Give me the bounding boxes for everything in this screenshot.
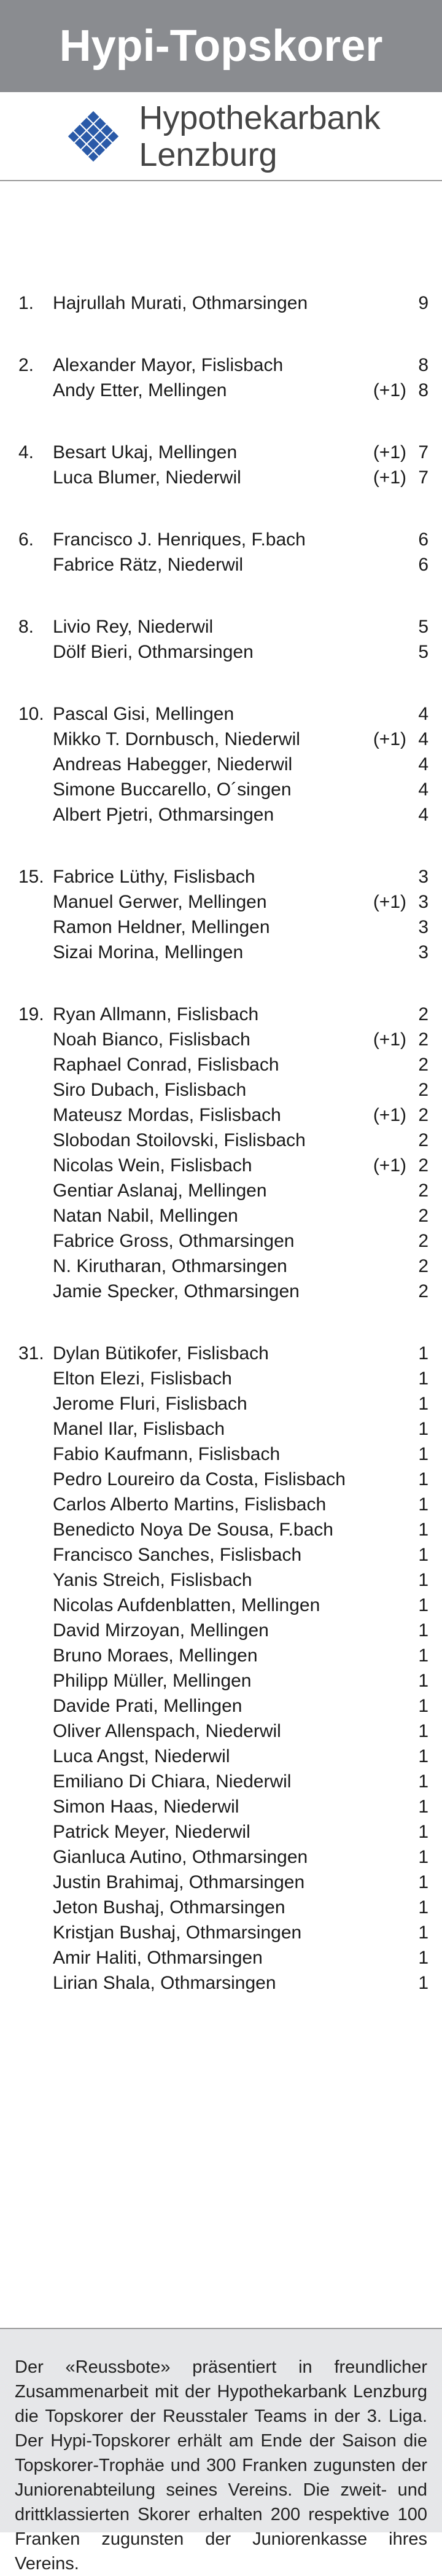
- scorer-row: [18, 1467, 428, 1492]
- goal-count: 3: [418, 917, 428, 937]
- scorer-row: [18, 1254, 428, 1279]
- goal-count: 1: [418, 1922, 428, 1943]
- player-name: Simon Haas, Niederwil: [53, 1797, 239, 1817]
- scorer-row: [18, 1052, 428, 1077]
- player-name: Bruno Moraes, Mellingen: [53, 1645, 258, 1666]
- rank-group: [18, 291, 428, 316]
- player-name: Justin Brahimaj, Othmarsingen: [53, 1872, 305, 1892]
- scorer-row: [18, 802, 428, 827]
- title-bar: [0, 0, 442, 92]
- goal-count: 4: [418, 805, 428, 825]
- goal-count: 2: [418, 1155, 428, 1176]
- goal-count: 1: [418, 1822, 428, 1842]
- player-name: Emiliano Di Chiara, Niederwil: [53, 1771, 292, 1792]
- scorer-row: [18, 1643, 428, 1668]
- player-name: Siro Dubach, Fislisbach: [53, 1080, 247, 1100]
- player-name: Fabrice Gross, Othmarsingen: [53, 1231, 295, 1251]
- scorer-list: [0, 291, 442, 1996]
- scorer-row: [18, 940, 428, 965]
- goal-count: 2: [418, 1029, 428, 1050]
- goal-count: 2: [418, 1055, 428, 1075]
- player-name: Manel Ilar, Fislisbach: [53, 1419, 225, 1439]
- goal-count: 2: [418, 1105, 428, 1125]
- scorer-row: [18, 1870, 428, 1895]
- player-name: Andreas Habegger, Niederwil: [53, 754, 293, 775]
- rank-number: 10.: [18, 704, 44, 724]
- brand-line-1: Hypothekarbank: [139, 99, 381, 136]
- goal-increment: (+1): [373, 380, 406, 400]
- scorer-row: [18, 1027, 428, 1052]
- player-name: Mateusz Mordas, Fislisbach: [53, 1105, 281, 1125]
- goal-count: 1: [418, 1520, 428, 1540]
- rank-number: 1.: [18, 293, 34, 313]
- rank-number: 6.: [18, 529, 34, 550]
- goal-count: 2: [418, 1231, 428, 1251]
- player-name: Francisco J. Henriques, F.bach: [53, 529, 306, 550]
- rank-number: 8.: [18, 617, 34, 637]
- goal-count: 1: [418, 1797, 428, 1817]
- goal-count: 2: [418, 1281, 428, 1302]
- player-name: David Mirzoyan, Mellingen: [53, 1620, 269, 1641]
- player-name: Sizai Morina, Mellingen: [53, 942, 244, 962]
- rank-group: [18, 527, 428, 577]
- player-name: Ryan Allmann, Fislisbach: [53, 1004, 259, 1025]
- scorer-row: [18, 1593, 428, 1618]
- goal-count: 6: [418, 529, 428, 550]
- goal-count: 1: [418, 1771, 428, 1792]
- player-name: Francisco Sanches, Fislisbach: [53, 1545, 302, 1565]
- scorer-row: [18, 1279, 428, 1304]
- goal-count: 1: [418, 1469, 428, 1489]
- scorer-row: [18, 1719, 428, 1744]
- brand-line-2: Lenzburg: [139, 136, 277, 173]
- scorer-row: [18, 1895, 428, 1920]
- player-name: Livio Rey, Niederwil: [53, 617, 214, 637]
- goal-count: 2: [418, 1181, 428, 1201]
- player-name: Carlos Alberto Martins, Fislisbach: [53, 1494, 327, 1515]
- scorer-row: [18, 1920, 428, 1945]
- player-name: Nicolas Aufdenblatten, Mellingen: [53, 1595, 320, 1615]
- player-name: Slobodan Stoilovski, Fislisbach: [53, 1130, 306, 1150]
- rank-number: 15.: [18, 867, 44, 887]
- goal-count: 5: [418, 617, 428, 637]
- player-name: Luca Angst, Niederwil: [53, 1746, 230, 1766]
- player-name: Kristjan Bushaj, Othmarsingen: [53, 1922, 302, 1943]
- scorer-row: [18, 378, 428, 403]
- brand-name: [139, 100, 380, 173]
- goal-count: 1: [418, 1494, 428, 1515]
- scorer-row: [18, 864, 428, 889]
- player-name: Yanis Streich, Fislisbach: [53, 1570, 252, 1590]
- player-name: Fabio Kaufmann, Fislisbach: [53, 1444, 281, 1464]
- goal-count: 4: [418, 704, 428, 724]
- goal-count: 1: [418, 1645, 428, 1666]
- player-name: Jeton Bushaj, Othmarsingen: [53, 1897, 285, 1918]
- rank-number: 19.: [18, 1004, 44, 1025]
- player-name: Ramon Heldner, Mellingen: [53, 917, 270, 937]
- goal-count: 1: [418, 1746, 428, 1766]
- goal-count: 3: [418, 942, 428, 962]
- rank-number: 2.: [18, 355, 34, 375]
- scorer-row: [18, 291, 428, 316]
- player-name: Jerome Fluri, Fislisbach: [53, 1394, 247, 1414]
- player-name: Gianluca Autino, Othmarsingen: [53, 1847, 308, 1867]
- scorer-row: [18, 1668, 428, 1693]
- goal-count: 8: [418, 355, 428, 375]
- player-name: Fabrice Lüthy, Fislisbach: [53, 867, 255, 887]
- scorer-row: [18, 552, 428, 577]
- scorer-row: [18, 1077, 428, 1103]
- player-name: Natan Nabil, Mellingen: [53, 1206, 238, 1226]
- scorer-row: [18, 1178, 428, 1203]
- scorer-row: [18, 777, 428, 802]
- rank-group: [18, 353, 428, 403]
- rank-number: 31.: [18, 1343, 44, 1364]
- player-name: Dylan Bütikofer, Fislisbach: [53, 1343, 269, 1364]
- divider: [0, 180, 442, 181]
- scorer-row: [18, 1341, 428, 1366]
- goal-increment: (+1): [373, 1155, 406, 1176]
- scorer-row: [18, 1391, 428, 1416]
- player-name: Patrick Meyer, Niederwil: [53, 1822, 250, 1842]
- scorer-row: [18, 1844, 428, 1870]
- goal-count: 4: [418, 754, 428, 775]
- scorer-row: [18, 639, 428, 665]
- player-name: Elton Elezi, Fislisbach: [53, 1368, 232, 1389]
- scorer-row: [18, 1693, 428, 1719]
- player-name: Davide Prati, Mellingen: [53, 1696, 242, 1716]
- goal-count: 1: [418, 1696, 428, 1716]
- footer-note: [0, 2328, 442, 2574]
- goal-count: 1: [418, 1419, 428, 1439]
- goal-increment: (+1): [373, 442, 406, 463]
- scorer-row: [18, 1128, 428, 1153]
- scorer-row: [18, 1492, 428, 1517]
- goal-count: 2: [418, 1004, 428, 1025]
- player-name: N. Kirutharan, Othmarsingen: [53, 1256, 287, 1276]
- player-name: Simone Buccarello, O´singen: [53, 779, 292, 800]
- player-name: Mikko T. Dornbusch, Niederwil: [53, 729, 300, 749]
- player-name: Philipp Müller, Mellingen: [53, 1671, 252, 1691]
- goal-count: 2: [418, 1206, 428, 1226]
- goal-count: 1: [418, 1368, 428, 1389]
- player-name: Noah Bianco, Fislisbach: [53, 1029, 250, 1050]
- player-name: Besart Ukaj, Mellingen: [53, 442, 238, 463]
- player-name: Oliver Allenspach, Niederwil: [53, 1721, 281, 1741]
- scorer-row: [18, 440, 428, 465]
- scorer-row: [18, 752, 428, 777]
- player-name: Pascal Gisi, Mellingen: [53, 704, 235, 724]
- scorer-row: [18, 1002, 428, 1027]
- goal-count: 1: [418, 1872, 428, 1892]
- goal-count: 7: [418, 467, 428, 488]
- header: [0, 0, 442, 180]
- player-name: Raphael Conrad, Fislisbach: [53, 1055, 279, 1075]
- goal-increment: (+1): [373, 467, 406, 488]
- player-name: Hajrullah Murati, Othmarsingen: [53, 293, 308, 313]
- scorer-row: [18, 353, 428, 378]
- page-title: Hypi-Topskorer: [59, 21, 383, 71]
- goal-count: 1: [418, 1343, 428, 1364]
- scorer-row: [18, 701, 428, 727]
- goal-count: 9: [418, 293, 428, 313]
- player-name: Lirian Shala, Othmarsingen: [53, 1973, 276, 1993]
- goal-count: 1: [418, 1620, 428, 1641]
- player-name: Jamie Specker, Othmarsingen: [53, 1281, 300, 1302]
- player-name: Benedicto Noya De Sousa, F.bach: [53, 1520, 333, 1540]
- scorer-row: [18, 1618, 428, 1643]
- player-name: Gentiar Aslanaj, Mellingen: [53, 1181, 267, 1201]
- goal-increment: (+1): [373, 892, 406, 912]
- scorer-row: [18, 1442, 428, 1467]
- goal-count: 1: [418, 1444, 428, 1464]
- goal-count: 1: [418, 1847, 428, 1867]
- player-name: Andy Etter, Mellingen: [53, 380, 227, 400]
- goal-count: 7: [418, 442, 428, 463]
- goal-count: 1: [418, 1948, 428, 1968]
- goal-count: 1: [418, 1721, 428, 1741]
- player-name: Dölf Bieri, Othmarsingen: [53, 642, 254, 662]
- rank-group: [18, 440, 428, 490]
- goal-increment: (+1): [373, 729, 406, 749]
- scorer-row: [18, 1517, 428, 1542]
- goal-count: 1: [418, 1973, 428, 1993]
- player-name: Alexander Mayor, Fislisbach: [53, 355, 284, 375]
- goal-count: 1: [418, 1394, 428, 1414]
- goal-increment: (+1): [373, 1105, 406, 1125]
- scorer-row: [18, 1416, 428, 1442]
- scorer-row: [18, 1567, 428, 1593]
- player-name: Amir Haliti, Othmarsingen: [53, 1948, 263, 1968]
- player-name: Fabrice Rätz, Niederwil: [53, 555, 244, 575]
- rank-group: [18, 1002, 428, 1304]
- goal-count: 5: [418, 642, 428, 662]
- rank-group: [18, 614, 428, 665]
- scorer-row: [18, 1744, 428, 1769]
- scorer-row: [18, 1794, 428, 1819]
- goal-count: 6: [418, 555, 428, 575]
- goal-count: 1: [418, 1545, 428, 1565]
- goal-count: 1: [418, 1570, 428, 1590]
- scorer-row: [18, 727, 428, 752]
- player-name: Luca Blumer, Niederwil: [53, 467, 241, 488]
- goal-count: 2: [418, 1130, 428, 1150]
- goal-count: 1: [418, 1671, 428, 1691]
- goal-count: 4: [418, 729, 428, 749]
- scorer-row: [18, 1945, 428, 1970]
- player-name: Nicolas Wein, Fislisbach: [53, 1155, 252, 1176]
- goal-count: 3: [418, 892, 428, 912]
- goal-count: 2: [418, 1256, 428, 1276]
- hypothekarbank-logo-icon: [61, 104, 125, 168]
- scorer-row: [18, 1203, 428, 1228]
- scorer-row: [18, 1769, 428, 1794]
- footer-text: Der «Reussbote» präsentiert in freundlicher Zusammenarbeit mit der Hypothekarbank Lenzburg die Topskorer der Reusstaler Teams in der 3. Liga. Der Hypi-Topskorer erhält am Ende der Saison die Topskorer-Trophäe und 300 Franken zugunsten der Juniorenabteilung seines Vereins. Die zweit- und drittklassierten Skorer erhalten 200 respektive 100 Franken zugunsten der Juniorenkasse ihres Vereins.: [15, 2357, 427, 2574]
- player-name: Pedro Loureiro da Costa, Fislisbach: [53, 1469, 346, 1489]
- scorer-row: [18, 1542, 428, 1567]
- scorer-row: [18, 465, 428, 490]
- scorer-row: [18, 1819, 428, 1844]
- goal-count: 2: [418, 1080, 428, 1100]
- goal-count: 1: [418, 1897, 428, 1918]
- scorer-row: [18, 1103, 428, 1128]
- goal-increment: (+1): [373, 1029, 406, 1050]
- scorer-row: [18, 527, 428, 552]
- scorer-row: [18, 1970, 428, 1996]
- scorer-row: [18, 915, 428, 940]
- scorer-row: [18, 889, 428, 915]
- goal-count: 8: [418, 380, 428, 400]
- player-name: Albert Pjetri, Othmarsingen: [53, 805, 274, 825]
- rank-group: [18, 864, 428, 965]
- brand: [0, 92, 442, 180]
- rank-group: [18, 701, 428, 827]
- goal-count: 3: [418, 867, 428, 887]
- rank-group: [18, 1341, 428, 1996]
- scorer-row: [18, 1228, 428, 1254]
- player-name: Manuel Gerwer, Mellingen: [53, 892, 267, 912]
- goal-count: 4: [418, 779, 428, 800]
- scorer-row: [18, 1366, 428, 1391]
- scorer-row: [18, 614, 428, 639]
- scorer-row: [18, 1153, 428, 1178]
- goal-count: 1: [418, 1595, 428, 1615]
- rank-number: 4.: [18, 442, 34, 463]
